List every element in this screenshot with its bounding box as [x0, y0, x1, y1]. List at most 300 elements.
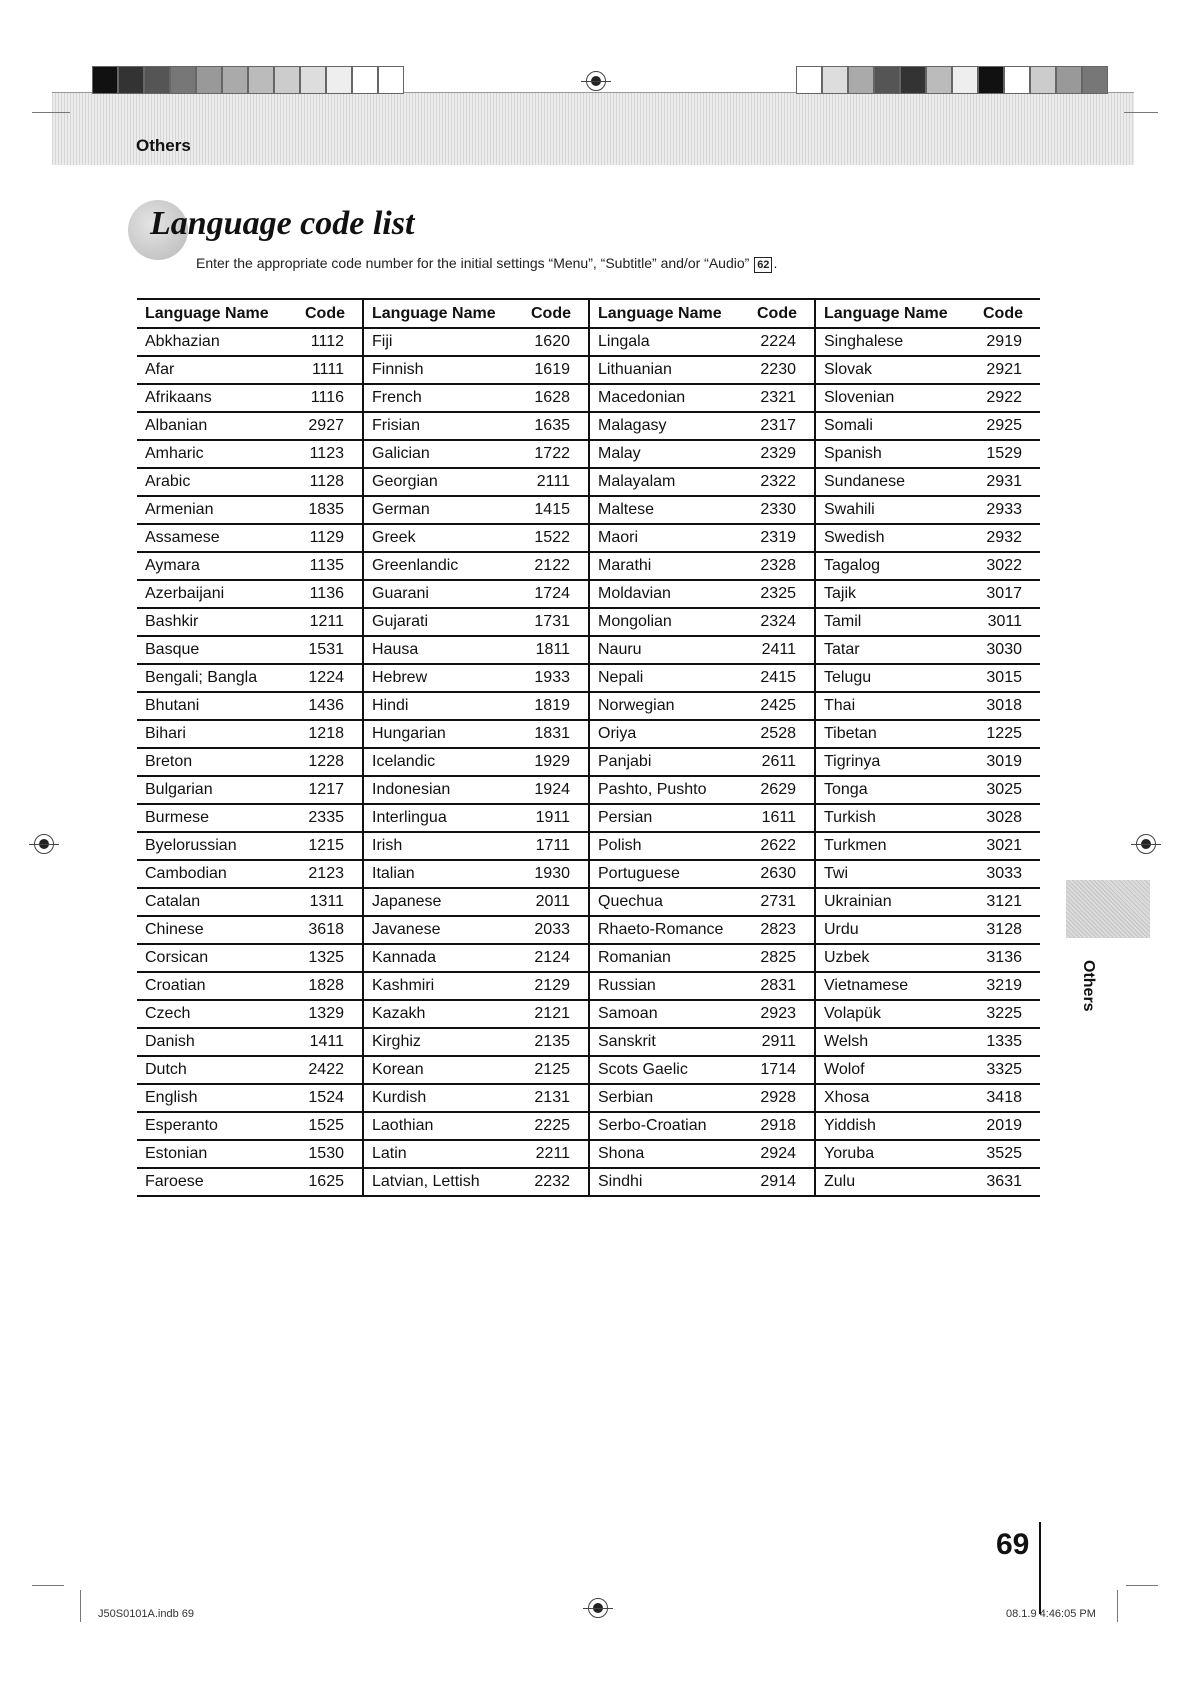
table-row [137, 384, 1040, 412]
language-code-cell: 2411 [749, 636, 815, 664]
table-row [137, 1056, 1040, 1084]
language-code-cell: 2931 [975, 468, 1040, 496]
language-code-cell: 2919 [975, 328, 1040, 356]
language-name-cell: Kannada [363, 944, 523, 972]
registration-mark-icon [34, 834, 54, 854]
language-code-cell: 1123 [297, 440, 363, 468]
language-code-cell: 3021 [975, 832, 1040, 860]
language-code-cell: 2528 [749, 720, 815, 748]
language-code-cell: 1531 [297, 636, 363, 664]
language-name-cell: Panjabi [589, 748, 749, 776]
language-name-cell: Lingala [589, 328, 749, 356]
intro-after: . [773, 255, 778, 271]
language-name-cell: Tigrinya [815, 748, 975, 776]
language-name-cell: Javanese [363, 916, 523, 944]
language-name-cell: Sundanese [815, 468, 975, 496]
language-code-cell: 1112 [297, 328, 363, 356]
language-code-cell: 3017 [975, 580, 1040, 608]
language-code-cell: 2328 [749, 552, 815, 580]
language-code-cell: 3325 [975, 1056, 1040, 1084]
language-code-cell: 2629 [749, 776, 815, 804]
language-name-cell: Vietnamese [815, 972, 975, 1000]
language-code-cell: 1135 [297, 552, 363, 580]
language-name-cell: Greenlandic [363, 552, 523, 580]
language-name-cell: Croatian [137, 972, 297, 1000]
table-row [137, 804, 1040, 832]
language-name-cell: Arabic [137, 468, 297, 496]
language-code-cell: 2611 [749, 748, 815, 776]
language-name-cell: Oriya [589, 720, 749, 748]
language-code-cell: 2330 [749, 496, 815, 524]
page-title: Language code list [150, 205, 415, 242]
language-code-cell: 1530 [297, 1140, 363, 1168]
language-code-cell: 3219 [975, 972, 1040, 1000]
column-header-code: Code [523, 299, 589, 328]
column-header-language-name: Language Name [363, 299, 523, 328]
language-code-cell: 2121 [523, 1000, 589, 1028]
language-code-cell: 1215 [297, 832, 363, 860]
language-name-cell: Nepali [589, 664, 749, 692]
table-row [137, 888, 1040, 916]
language-code-cell: 3011 [975, 608, 1040, 636]
language-name-cell: Tajik [815, 580, 975, 608]
language-name-cell: Galician [363, 440, 523, 468]
language-name-cell: Sanskrit [589, 1028, 749, 1056]
language-name-cell: Finnish [363, 356, 523, 384]
language-code-cell: 2131 [523, 1084, 589, 1112]
language-name-cell: Chinese [137, 916, 297, 944]
language-code-cell: 1218 [297, 720, 363, 748]
language-name-cell: Afrikaans [137, 384, 297, 412]
language-name-cell: Swedish [815, 524, 975, 552]
language-name-cell: Kirghiz [363, 1028, 523, 1056]
language-code-cell: 3018 [975, 692, 1040, 720]
language-code-cell: 1329 [297, 1000, 363, 1028]
language-name-cell: Xhosa [815, 1084, 975, 1112]
page-reference: 62 [754, 257, 772, 273]
language-code-cell: 3028 [975, 804, 1040, 832]
language-name-cell: Tamil [815, 608, 975, 636]
language-name-cell: Samoan [589, 1000, 749, 1028]
language-name-cell: Italian [363, 860, 523, 888]
language-code-cell: 3030 [975, 636, 1040, 664]
language-name-cell: Persian [589, 804, 749, 832]
table-row [137, 328, 1040, 356]
language-name-cell: Latvian, Lettish [363, 1168, 523, 1196]
language-name-cell: Zulu [815, 1168, 975, 1196]
language-name-cell: Turkmen [815, 832, 975, 860]
language-code-cell: 1828 [297, 972, 363, 1000]
language-code-cell: 3025 [975, 776, 1040, 804]
language-name-cell: Malayalam [589, 468, 749, 496]
language-code-cell: 1625 [297, 1168, 363, 1196]
language-code-cell: 2317 [749, 412, 815, 440]
language-code-cell: 1436 [297, 692, 363, 720]
language-code-cell: 1335 [975, 1028, 1040, 1056]
table-row [137, 636, 1040, 664]
language-code-cell: 2122 [523, 552, 589, 580]
table-row [137, 552, 1040, 580]
language-code-cell: 1211 [297, 608, 363, 636]
crop-mark [1124, 112, 1158, 113]
language-name-cell: Scots Gaelic [589, 1056, 749, 1084]
language-code-cell: 2422 [297, 1056, 363, 1084]
page-number-rule [1039, 1522, 1041, 1614]
language-code-cell: 1911 [523, 804, 589, 832]
language-name-cell: Spanish [815, 440, 975, 468]
language-code-cell: 1835 [297, 496, 363, 524]
crop-mark [1126, 1585, 1158, 1586]
language-code-cell: 1522 [523, 524, 589, 552]
language-name-cell: Lithuanian [589, 356, 749, 384]
language-code-cell: 1524 [297, 1084, 363, 1112]
language-code-cell: 3121 [975, 888, 1040, 916]
language-code-cell: 2135 [523, 1028, 589, 1056]
language-name-cell: Rhaeto-Romance [589, 916, 749, 944]
language-code-cell: 2825 [749, 944, 815, 972]
language-code-cell: 1831 [523, 720, 589, 748]
language-code-cell: 2921 [975, 356, 1040, 384]
language-code-cell: 1116 [297, 384, 363, 412]
language-name-cell: Albanian [137, 412, 297, 440]
language-name-cell: Bengali; Bangla [137, 664, 297, 692]
registration-mark-icon [586, 71, 606, 91]
column-header-code: Code [749, 299, 815, 328]
language-code-cell: 1111 [297, 356, 363, 384]
side-tab [1066, 880, 1150, 938]
language-name-cell: Moldavian [589, 580, 749, 608]
language-name-cell: Fiji [363, 328, 523, 356]
column-header-language-name: Language Name [815, 299, 975, 328]
language-code-cell: 1415 [523, 496, 589, 524]
language-name-cell: Hebrew [363, 664, 523, 692]
language-code-cell: 3033 [975, 860, 1040, 888]
footer-timestamp: 08.1.9 4:46:05 PM [1006, 1608, 1096, 1620]
language-name-cell: Serbian [589, 1084, 749, 1112]
language-code-cell: 1128 [297, 468, 363, 496]
table-row [137, 468, 1040, 496]
registration-mark-icon [1136, 834, 1156, 854]
language-code-cell: 1635 [523, 412, 589, 440]
language-code-cell: 2322 [749, 468, 815, 496]
table-row [137, 916, 1040, 944]
language-code-cell: 2225 [523, 1112, 589, 1140]
language-code-cell: 1620 [523, 328, 589, 356]
language-code-cell: 1924 [523, 776, 589, 804]
language-name-cell: Volapük [815, 1000, 975, 1028]
table-row [137, 1084, 1040, 1112]
language-name-cell: Urdu [815, 916, 975, 944]
language-code-cell: 1714 [749, 1056, 815, 1084]
column-header-code: Code [975, 299, 1040, 328]
language-code-cell: 1628 [523, 384, 589, 412]
language-code-cell: 2914 [749, 1168, 815, 1196]
language-code-cell: 2033 [523, 916, 589, 944]
language-code-cell: 2731 [749, 888, 815, 916]
table-row [137, 1140, 1040, 1168]
language-code-cell: 3128 [975, 916, 1040, 944]
language-name-cell: Breton [137, 748, 297, 776]
language-code-cell: 2324 [749, 608, 815, 636]
language-name-cell: Azerbaijani [137, 580, 297, 608]
language-code-cell: 2925 [975, 412, 1040, 440]
language-name-cell: Serbo-Croatian [589, 1112, 749, 1140]
language-name-cell: Afar [137, 356, 297, 384]
language-code-cell: 2932 [975, 524, 1040, 552]
language-name-cell: Tagalog [815, 552, 975, 580]
table-row [137, 496, 1040, 524]
language-code-cell: 1225 [975, 720, 1040, 748]
language-name-cell: Welsh [815, 1028, 975, 1056]
language-name-cell: Mongolian [589, 608, 749, 636]
language-code-cell: 1611 [749, 804, 815, 832]
language-code-cell: 2125 [523, 1056, 589, 1084]
language-name-cell: Thai [815, 692, 975, 720]
language-code-cell: 1722 [523, 440, 589, 468]
language-name-cell: Frisian [363, 412, 523, 440]
language-code-cell: 2019 [975, 1112, 1040, 1140]
table-row [137, 860, 1040, 888]
table-row [137, 524, 1040, 552]
language-name-cell: Georgian [363, 468, 523, 496]
language-name-cell: Byelorussian [137, 832, 297, 860]
language-name-cell: Maltese [589, 496, 749, 524]
language-name-cell: Korean [363, 1056, 523, 1084]
language-code-cell: 2335 [297, 804, 363, 832]
language-code-cell: 2325 [749, 580, 815, 608]
language-code-cell: 2630 [749, 860, 815, 888]
language-code-cell: 2319 [749, 524, 815, 552]
color-registration-strip [796, 66, 1108, 94]
crop-mark [1117, 1590, 1118, 1622]
language-name-cell: Danish [137, 1028, 297, 1056]
language-name-cell: Armenian [137, 496, 297, 524]
language-name-cell: Swahili [815, 496, 975, 524]
language-code-cell: 1228 [297, 748, 363, 776]
language-name-cell: Malay [589, 440, 749, 468]
table-row [137, 972, 1040, 1000]
language-name-cell: Laothian [363, 1112, 523, 1140]
language-name-cell: Turkish [815, 804, 975, 832]
registration-mark-icon [588, 1598, 608, 1618]
language-code-cell: 1929 [523, 748, 589, 776]
language-name-cell: Wolof [815, 1056, 975, 1084]
table-row [137, 944, 1040, 972]
language-code-cell: 3015 [975, 664, 1040, 692]
language-name-cell: Pashto, Pushto [589, 776, 749, 804]
language-code-cell: 3418 [975, 1084, 1040, 1112]
language-name-cell: Malagasy [589, 412, 749, 440]
crop-mark [32, 112, 70, 113]
language-name-cell: Bashkir [137, 608, 297, 636]
language-name-cell: Romanian [589, 944, 749, 972]
language-code-cell: 2321 [749, 384, 815, 412]
language-code-cell: 1619 [523, 356, 589, 384]
language-name-cell: Faroese [137, 1168, 297, 1196]
section-label: Others [136, 136, 191, 155]
column-header-language-name: Language Name [137, 299, 297, 328]
language-name-cell: Burmese [137, 804, 297, 832]
language-code-cell: 1731 [523, 608, 589, 636]
language-name-cell: English [137, 1084, 297, 1112]
language-name-cell: Hungarian [363, 720, 523, 748]
language-name-cell: Macedonian [589, 384, 749, 412]
table-row [137, 1168, 1040, 1196]
language-code-cell: 2329 [749, 440, 815, 468]
table-row [137, 832, 1040, 860]
language-code-cell: 2425 [749, 692, 815, 720]
table-row [137, 440, 1040, 468]
language-code-cell: 2823 [749, 916, 815, 944]
table-row [137, 720, 1040, 748]
language-name-cell: Somali [815, 412, 975, 440]
table-row [137, 692, 1040, 720]
language-code-cell: 3022 [975, 552, 1040, 580]
table-row [137, 1000, 1040, 1028]
language-name-cell: Hausa [363, 636, 523, 664]
language-code-cell: 1811 [523, 636, 589, 664]
language-name-cell: Kazakh [363, 1000, 523, 1028]
language-code-cell: 1411 [297, 1028, 363, 1056]
language-name-cell: Sindhi [589, 1168, 749, 1196]
language-name-cell: Assamese [137, 524, 297, 552]
language-name-cell: German [363, 496, 523, 524]
language-code-cell: 1224 [297, 664, 363, 692]
language-code-cell: 1819 [523, 692, 589, 720]
language-name-cell: Japanese [363, 888, 523, 916]
language-code-cell: 2622 [749, 832, 815, 860]
column-header-language-name: Language Name [589, 299, 749, 328]
language-name-cell: Polish [589, 832, 749, 860]
language-code-cell: 2924 [749, 1140, 815, 1168]
language-name-cell: Catalan [137, 888, 297, 916]
language-code-cell: 3019 [975, 748, 1040, 776]
table-header-row [137, 299, 1040, 328]
language-name-cell: Quechua [589, 888, 749, 916]
language-name-cell: Abkhazian [137, 328, 297, 356]
language-code-cell: 2123 [297, 860, 363, 888]
side-tab-label: Others [1080, 960, 1097, 1012]
language-name-cell: Tonga [815, 776, 975, 804]
language-code-cell: 2224 [749, 328, 815, 356]
language-code-cell: 2923 [749, 1000, 815, 1028]
language-code-cell: 2831 [749, 972, 815, 1000]
language-code-cell: 3225 [975, 1000, 1040, 1028]
language-code-cell: 2230 [749, 356, 815, 384]
language-code-cell: 1136 [297, 580, 363, 608]
table-row [137, 776, 1040, 804]
language-name-cell: Indonesian [363, 776, 523, 804]
language-code-cell: 3136 [975, 944, 1040, 972]
language-name-cell: Slovak [815, 356, 975, 384]
table-row [137, 412, 1040, 440]
language-code-cell: 2124 [523, 944, 589, 972]
table-row [137, 580, 1040, 608]
language-name-cell: Nauru [589, 636, 749, 664]
language-name-cell: Slovenian [815, 384, 975, 412]
language-code-cell: 2111 [523, 468, 589, 496]
language-name-cell: Bihari [137, 720, 297, 748]
language-code-cell: 1724 [523, 580, 589, 608]
language-code-cell: 1311 [297, 888, 363, 916]
language-name-cell: Maori [589, 524, 749, 552]
language-name-cell: Tibetan [815, 720, 975, 748]
language-name-cell: Basque [137, 636, 297, 664]
intro-text [196, 255, 777, 273]
language-code-cell: 1217 [297, 776, 363, 804]
language-name-cell: Twi [815, 860, 975, 888]
column-header-code: Code [297, 299, 363, 328]
header-band [52, 92, 1134, 165]
language-name-cell: Cambodian [137, 860, 297, 888]
language-code-cell: 2129 [523, 972, 589, 1000]
table-row [137, 664, 1040, 692]
language-name-cell: Hindi [363, 692, 523, 720]
language-code-cell: 2927 [297, 412, 363, 440]
crop-mark [32, 1585, 64, 1586]
language-code-cell: 2911 [749, 1028, 815, 1056]
language-name-cell: Bhutani [137, 692, 297, 720]
language-code-cell: 2933 [975, 496, 1040, 524]
language-name-cell: Aymara [137, 552, 297, 580]
table-row [137, 1112, 1040, 1140]
table-body [137, 328, 1040, 1196]
table-row [137, 748, 1040, 776]
language-name-cell: Dutch [137, 1056, 297, 1084]
language-code-cell: 1933 [523, 664, 589, 692]
language-code-cell: 1129 [297, 524, 363, 552]
language-name-cell: Yoruba [815, 1140, 975, 1168]
language-name-cell: Telugu [815, 664, 975, 692]
language-name-cell: Gujarati [363, 608, 523, 636]
language-code-cell: 2211 [523, 1140, 589, 1168]
language-code-cell: 2415 [749, 664, 815, 692]
language-code-cell: 2011 [523, 888, 589, 916]
language-name-cell: Russian [589, 972, 749, 1000]
language-name-cell: Latin [363, 1140, 523, 1168]
table-row [137, 608, 1040, 636]
language-name-cell: Czech [137, 1000, 297, 1028]
crop-mark [80, 1590, 81, 1622]
language-code-cell: 1325 [297, 944, 363, 972]
language-name-cell: Portuguese [589, 860, 749, 888]
table-row [137, 356, 1040, 384]
language-code-cell: 2922 [975, 384, 1040, 412]
language-name-cell: Irish [363, 832, 523, 860]
language-name-cell: Uzbek [815, 944, 975, 972]
color-registration-strip [92, 66, 404, 94]
language-code-table [137, 298, 1040, 1197]
language-name-cell: Norwegian [589, 692, 749, 720]
language-name-cell: Esperanto [137, 1112, 297, 1140]
language-code-cell: 1711 [523, 832, 589, 860]
language-name-cell: Yiddish [815, 1112, 975, 1140]
language-name-cell: Icelandic [363, 748, 523, 776]
language-name-cell: Bulgarian [137, 776, 297, 804]
language-code-cell: 1529 [975, 440, 1040, 468]
language-name-cell: Greek [363, 524, 523, 552]
footer-file-info: J50S0101A.indb 69 [98, 1608, 195, 1620]
language-name-cell: Tatar [815, 636, 975, 664]
language-name-cell: French [363, 384, 523, 412]
language-name-cell: Interlingua [363, 804, 523, 832]
language-name-cell: Singhalese [815, 328, 975, 356]
language-code-cell: 3631 [975, 1168, 1040, 1196]
language-code-cell: 3525 [975, 1140, 1040, 1168]
table-row [137, 1028, 1040, 1056]
language-name-cell: Marathi [589, 552, 749, 580]
page-number: 69 [996, 1528, 1030, 1561]
